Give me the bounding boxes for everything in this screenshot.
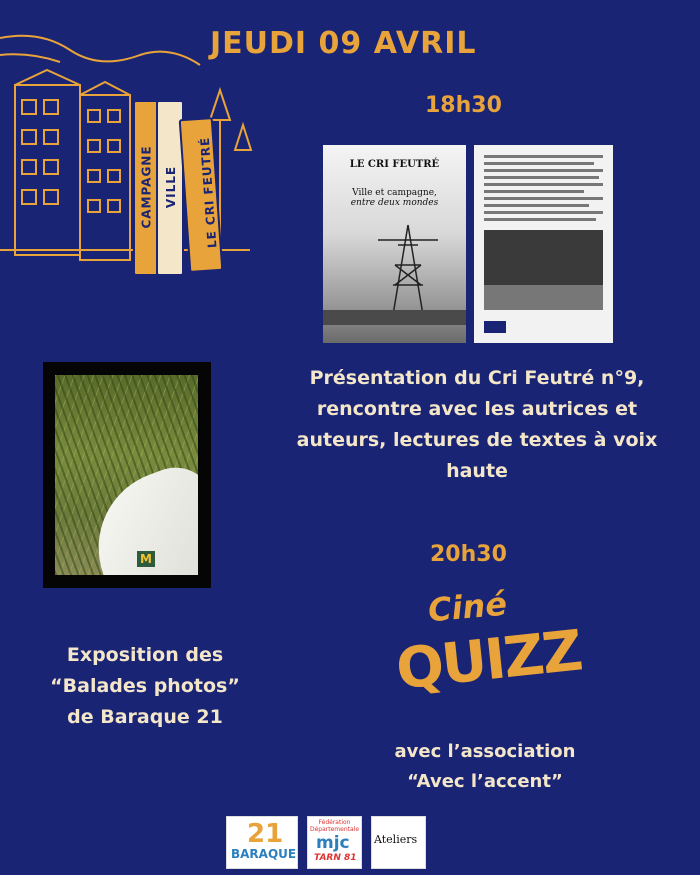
exhibition-line3: de Baraque 21 xyxy=(67,706,223,728)
event1-time: 18h30 xyxy=(425,93,502,118)
balade-photo xyxy=(55,375,198,575)
mjc-top-text: Fédération Départementale xyxy=(310,819,360,833)
exhibition-text xyxy=(40,640,250,733)
event-date: JEUDI 09 AVRIL xyxy=(210,26,477,61)
event1-description: Présentation du Cri Feutré n°9, rencontre avec les autrices et auteurs, lectures de textes à voix haute xyxy=(296,367,658,482)
event2-time: 20h30 xyxy=(430,542,507,567)
ateliers-logo xyxy=(371,816,426,869)
mjc-name: mjc xyxy=(316,833,350,853)
baraque-number: 21 xyxy=(247,819,284,849)
book-spine-label: CAMPAGNE xyxy=(139,145,154,229)
book-spine-label: LE CRI FEUTRÉ xyxy=(197,136,220,249)
cover-subtitle: Ville et campagne, xyxy=(352,188,437,198)
back-cover-content xyxy=(474,145,613,343)
cover-title: LE CRI FEUTRÉ xyxy=(349,159,440,170)
photo-frame xyxy=(43,362,211,588)
baraque21-logo xyxy=(226,816,298,869)
mjc-sub: TARN 81 xyxy=(314,853,357,863)
assoc-line2: “Avec l’accent” xyxy=(407,771,563,792)
book-spine-label: VILLE xyxy=(164,165,179,209)
assoc-line1: avec l’association xyxy=(394,741,576,762)
book-cover-front xyxy=(323,145,466,343)
exhibition-line2: “Balades photos” xyxy=(50,675,240,697)
cover-subtitle-italic: entre deux mondes xyxy=(350,198,439,208)
book-cover-back xyxy=(474,145,613,343)
ateliers-name: Ateliers xyxy=(374,833,418,846)
exhibition-line1: Exposition des xyxy=(66,644,224,666)
baraque-name: BARAQUE xyxy=(231,847,297,861)
cinequizz-logo-bottom: QUIZZ xyxy=(393,618,585,703)
cinequizz-logo-top: Ciné xyxy=(426,584,509,630)
mcdonalds-logo-icon: M xyxy=(137,551,155,567)
mjc-tarn-logo xyxy=(307,816,362,869)
association-text xyxy=(360,737,610,797)
pylon-image xyxy=(323,215,466,325)
